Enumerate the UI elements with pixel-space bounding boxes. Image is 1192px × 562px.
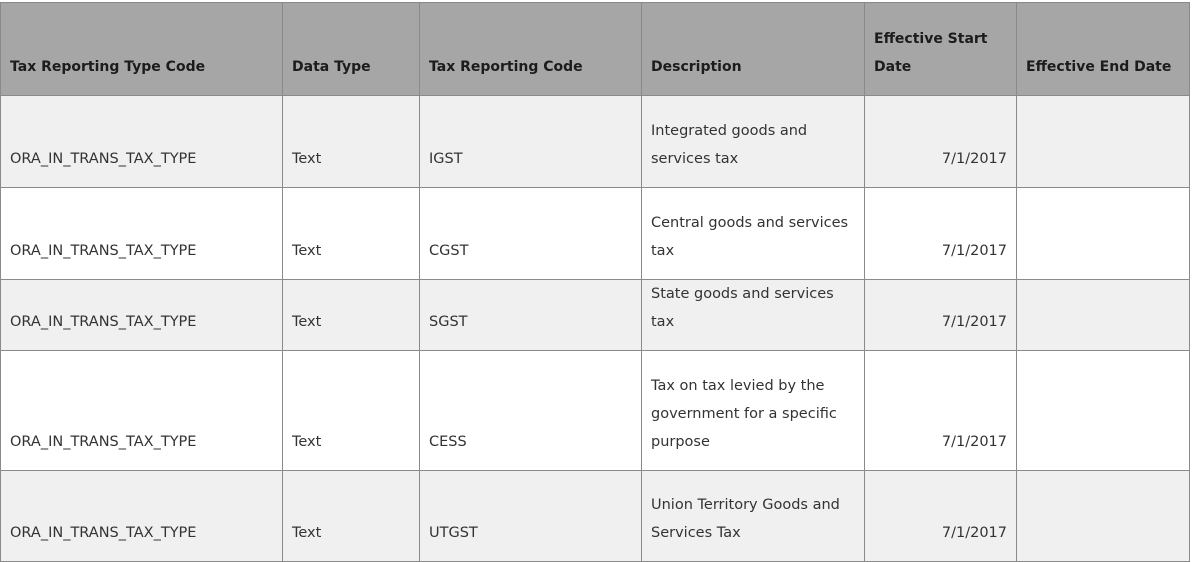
- table-row: [1, 471, 1190, 562]
- type-code-cell: ORA_IN_TRANS_TAX_TYPE: [1, 96, 283, 188]
- data-type-cell: Text: [283, 471, 420, 562]
- table-row: [1, 96, 1190, 188]
- start-date-cell: 7/1/2017: [865, 471, 1017, 562]
- end-date-cell: [1017, 471, 1190, 562]
- description-cell: Union Territory Goods and Services Tax: [642, 471, 865, 562]
- header-effective-start-date: Effective Start Date: [865, 3, 1017, 96]
- end-date-cell: [1017, 280, 1190, 351]
- type-code-cell: ORA_IN_TRANS_TAX_TYPE: [1, 188, 283, 280]
- end-date-cell: [1017, 351, 1190, 471]
- type-code-cell: ORA_IN_TRANS_TAX_TYPE: [1, 280, 283, 351]
- header-tax-reporting-code: Tax Reporting Code: [420, 3, 642, 96]
- start-date-cell: 7/1/2017: [865, 188, 1017, 280]
- description-cell: Central goods and services tax: [642, 188, 865, 280]
- data-type-cell: Text: [283, 96, 420, 188]
- table-row: [1, 351, 1190, 471]
- type-code-cell: ORA_IN_TRANS_TAX_TYPE: [1, 351, 283, 471]
- table-header-row: [1, 3, 1190, 96]
- reporting-code-cell: CGST: [420, 188, 642, 280]
- data-type-cell: Text: [283, 351, 420, 471]
- description-cell: Tax on tax levied by the government for a specific purpose: [642, 351, 865, 471]
- start-date-cell: 7/1/2017: [865, 280, 1017, 351]
- table-row: [1, 280, 1190, 351]
- reporting-code-cell: UTGST: [420, 471, 642, 562]
- start-date-cell: 7/1/2017: [865, 351, 1017, 471]
- start-date-cell: 7/1/2017: [865, 96, 1017, 188]
- end-date-cell: [1017, 188, 1190, 280]
- description-cell: Integrated goods and services tax: [642, 96, 865, 188]
- description-cell: State goods and services tax: [642, 280, 865, 351]
- tax-reporting-table: [0, 2, 1190, 562]
- header-effective-end-date: Effective End Date: [1017, 3, 1190, 96]
- reporting-code-cell: CESS: [420, 351, 642, 471]
- header-data-type: Data Type: [283, 3, 420, 96]
- data-type-cell: Text: [283, 280, 420, 351]
- header-description: Description: [642, 3, 865, 96]
- reporting-code-cell: SGST: [420, 280, 642, 351]
- header-tax-reporting-type-code: Tax Reporting Type Code: [1, 3, 283, 96]
- end-date-cell: [1017, 96, 1190, 188]
- data-type-cell: Text: [283, 188, 420, 280]
- table-row: [1, 188, 1190, 280]
- reporting-code-cell: IGST: [420, 96, 642, 188]
- type-code-cell: ORA_IN_TRANS_TAX_TYPE: [1, 471, 283, 562]
